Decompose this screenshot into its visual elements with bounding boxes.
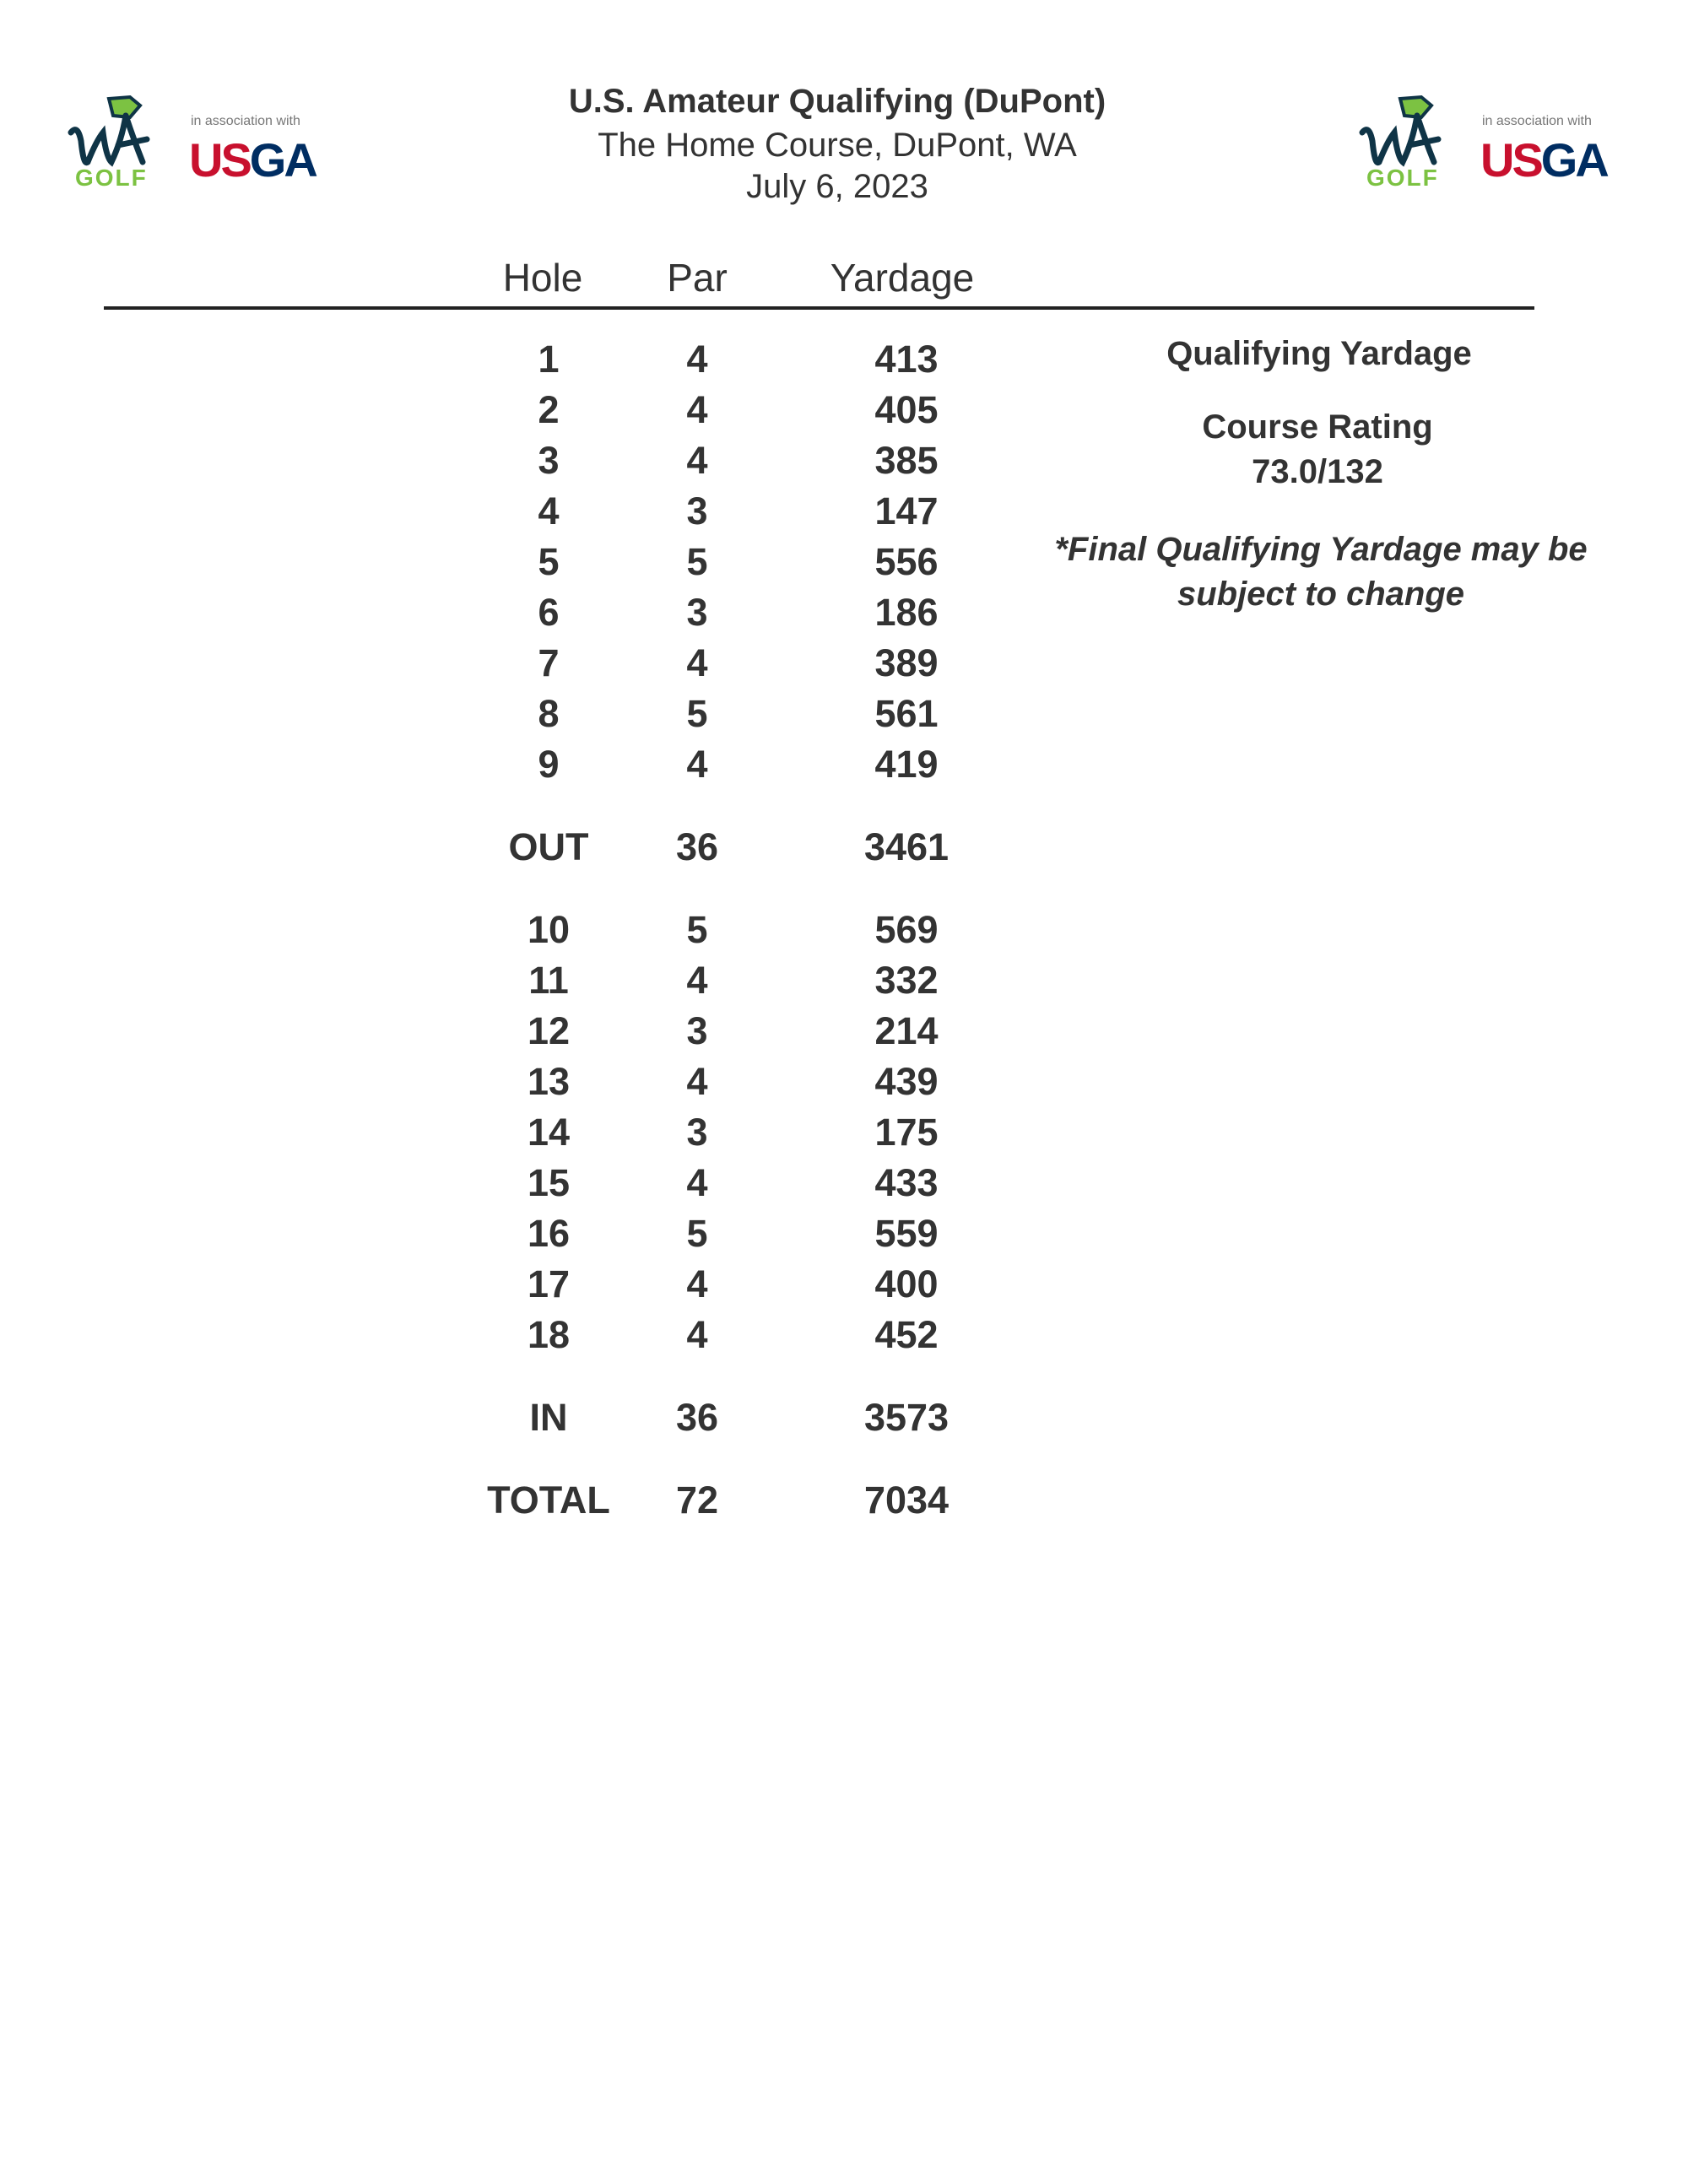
usga-us: US [189, 133, 250, 187]
column-header-par: Par [667, 256, 728, 300]
table-row-par: 4 [686, 1262, 708, 1306]
wa-golf-usga-logo-right [1354, 90, 1615, 196]
total-row-hole: TOTAL [487, 1479, 610, 1522]
usga-ga: GA [1540, 133, 1607, 187]
column-header-yardage: Yardage [830, 256, 975, 300]
table-row-hole: 1 [538, 338, 560, 381]
qualifying-yardage-heading: Qualifying Yardage [1166, 335, 1472, 372]
usga-logo [189, 132, 316, 187]
wa-golf-usga-logo-left [62, 90, 324, 196]
total-row-yardage: 7034 [863, 1479, 950, 1522]
table-row-yardage: 559 [874, 1212, 939, 1255]
yardage-note-line1: *Final Qualifying Yardage may be [1054, 531, 1588, 568]
table-row-yardage: 214 [874, 1009, 939, 1052]
table-row-hole: 14 [527, 1111, 571, 1154]
usga-ga: GA [249, 133, 316, 187]
table-row-par: 4 [686, 959, 708, 1002]
table-row-par: 4 [686, 641, 708, 684]
table-row-hole: 18 [527, 1313, 571, 1356]
total-row-hole: IN [529, 1396, 568, 1439]
total-row-yardage: 3461 [863, 825, 950, 868]
header-divider [104, 306, 1534, 310]
table-row-par: 4 [686, 1161, 708, 1204]
table-row-yardage: 147 [874, 489, 939, 532]
event-date: July 6, 2023 [746, 168, 928, 205]
event-title: U.S. Amateur Qualifying (DuPont) [568, 83, 1106, 120]
table-row-hole: 4 [538, 489, 560, 532]
table-row-par: 4 [686, 743, 708, 786]
table-row-yardage: 439 [874, 1060, 939, 1103]
table-row-yardage: 433 [874, 1161, 939, 1204]
table-row-hole: 9 [538, 743, 560, 786]
table-row-hole: 17 [527, 1262, 571, 1306]
total-row-hole: OUT [508, 825, 589, 868]
table-row-hole: 15 [527, 1161, 571, 1204]
table-row-yardage: 175 [874, 1111, 939, 1154]
table-row-yardage: 556 [874, 540, 939, 583]
course-rating-value: 73.0/132 [1252, 453, 1383, 490]
table-row-par: 4 [686, 388, 708, 431]
table-row-par: 5 [686, 1212, 708, 1255]
table-row-hole: 8 [538, 692, 560, 735]
table-row-hole: 5 [538, 540, 560, 583]
table-row-yardage: 413 [874, 338, 939, 381]
usga-us: US [1480, 133, 1541, 187]
table-row-par: 5 [686, 540, 708, 583]
total-row-par: 72 [675, 1479, 719, 1522]
venue: The Home Course, DuPont, WA [598, 127, 1077, 164]
assoc-text: in association with [1482, 114, 1592, 128]
table-row-hole: 12 [527, 1009, 571, 1052]
table-row-yardage: 561 [874, 692, 939, 735]
column-header-hole: Hole [502, 256, 583, 300]
table-row-yardage: 419 [874, 743, 939, 786]
table-row-par: 3 [686, 489, 708, 532]
golf-logo-text: GOLF [75, 165, 148, 191]
usga-logo [1480, 132, 1607, 187]
table-row-par: 4 [686, 439, 708, 482]
course-rating-label: Course Rating [1202, 408, 1433, 446]
table-row-par: 3 [686, 1009, 708, 1052]
table-row-par: 4 [686, 1060, 708, 1103]
total-row-yardage: 3573 [863, 1396, 950, 1439]
table-row-hole: 13 [527, 1060, 571, 1103]
table-row-par: 4 [686, 338, 708, 381]
table-row-yardage: 405 [874, 388, 939, 431]
yardage-note-line2: subject to change [1177, 576, 1465, 613]
table-row-yardage: 389 [874, 641, 939, 684]
table-row-yardage: 385 [874, 439, 939, 482]
table-row-hole: 11 [528, 959, 569, 1002]
table-row-hole: 16 [527, 1212, 571, 1255]
total-row-par: 36 [675, 1396, 719, 1439]
table-row-hole: 10 [527, 908, 571, 951]
table-row-yardage: 186 [874, 591, 939, 634]
table-row-yardage: 400 [874, 1262, 939, 1306]
table-row-par: 4 [686, 1313, 708, 1356]
table-row-par: 3 [686, 1111, 708, 1154]
table-row-hole: 7 [538, 641, 560, 684]
golf-logo-text: GOLF [1366, 165, 1439, 191]
table-row-yardage: 332 [874, 959, 939, 1002]
table-row-hole: 3 [538, 439, 560, 482]
table-row-par: 3 [686, 591, 708, 634]
table-row-yardage: 452 [874, 1313, 939, 1356]
table-row-par: 5 [686, 692, 708, 735]
table-row-par: 5 [686, 908, 708, 951]
assoc-text: in association with [191, 114, 300, 128]
table-row-hole: 6 [538, 591, 560, 634]
table-row-hole: 2 [538, 388, 560, 431]
total-row-par: 36 [675, 825, 719, 868]
table-row-yardage: 569 [874, 908, 939, 951]
